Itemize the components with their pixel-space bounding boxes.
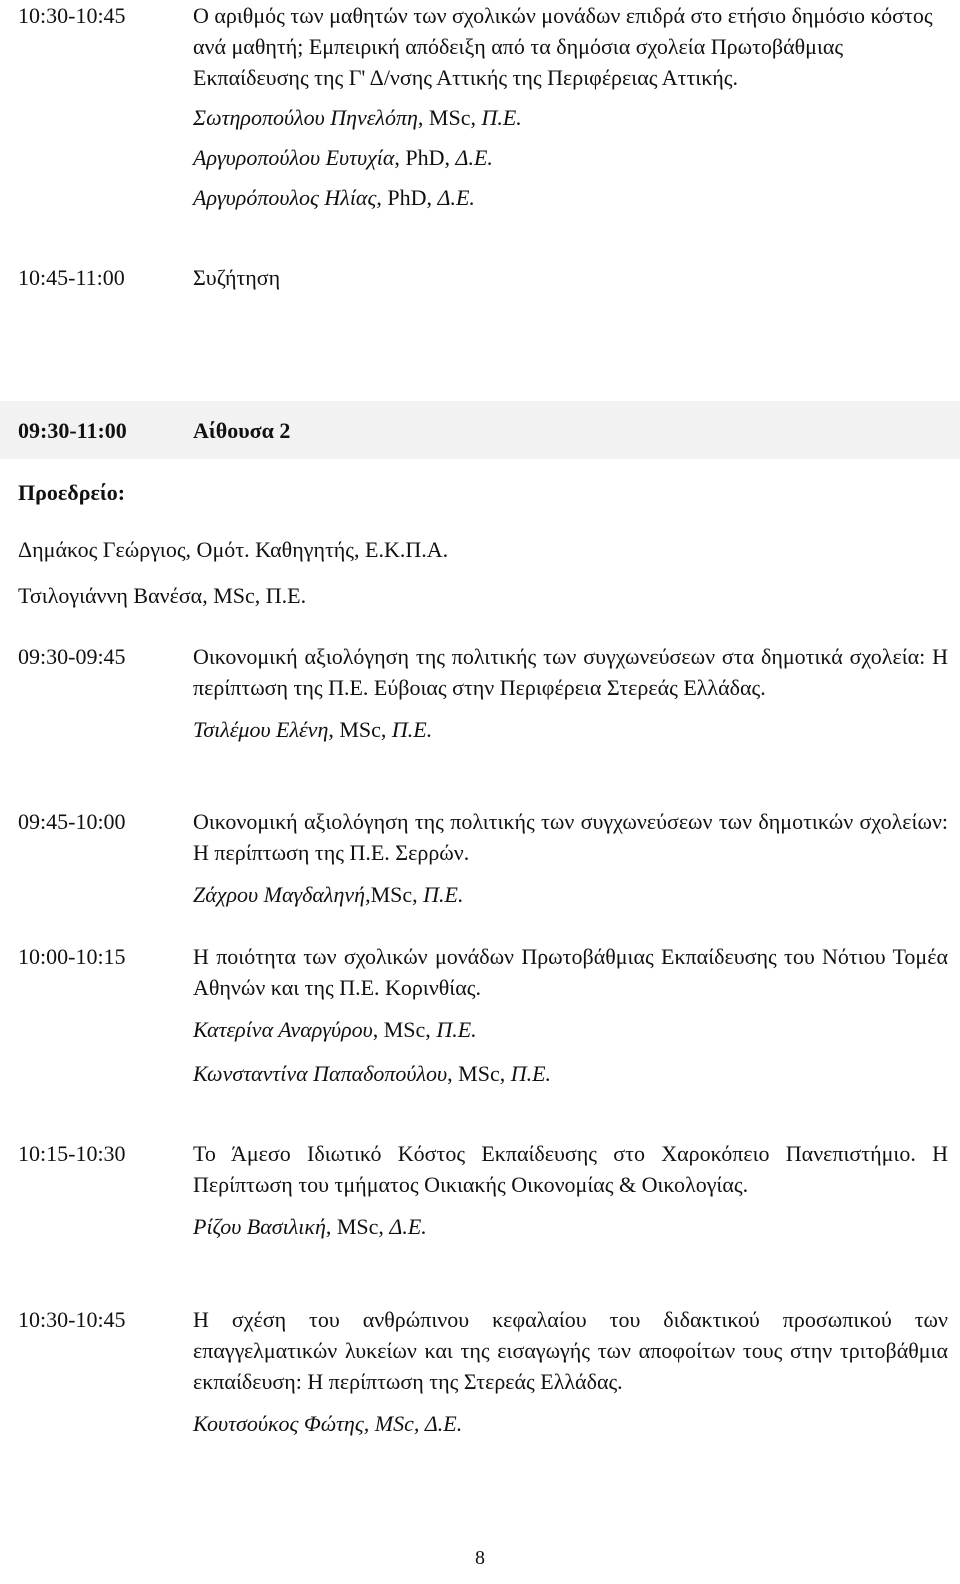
author-affiliation: Π.Ε. [481, 105, 522, 130]
author-degree: , MSc, [328, 717, 392, 742]
paper-title: Το Άμεσο Ιδιωτικό Κόστος Εκπαίδευσης στο Χαροκόπειο Πανεπιστήμιο. Η Περίπτωση του τμήματος Οικιακής Οικονομίας & Οικολογίας. [193, 1141, 948, 1197]
author-affiliation: Π.Ε. [510, 1061, 552, 1086]
program-entry [0, 0, 960, 213]
presidium-member: Τσιλογιάννη Βανέσα, MSc, Π.Ε. [18, 583, 307, 608]
entry-content [193, 0, 960, 213]
program-entry [0, 806, 960, 910]
author-affiliation: Π.Ε. [423, 882, 464, 907]
author-name: Κατερίνα Αναργύρου [193, 1017, 373, 1042]
author-degree: , PhD, [394, 145, 456, 170]
time-slot: 10:00-10:15 [18, 944, 126, 969]
time-slot: 09:45-10:00 [18, 809, 126, 834]
program-entry [0, 1304, 960, 1439]
paper-title: Η ποιότητα των σχολικών μονάδων Πρωτοβάθμιας Εκπαίδευσης του Νότιου Τομέα Αθηνών και της Π.Ε. Κορινθίας. [193, 944, 948, 1000]
program-entry [0, 941, 960, 1089]
entry-content [193, 1304, 960, 1439]
author-degree: , PhD, [376, 185, 438, 210]
author-line [193, 1058, 948, 1089]
entry-content [193, 806, 960, 910]
time-slot: 10:45-11:00 [18, 265, 125, 290]
author-line [193, 1408, 948, 1439]
entry-content [193, 1138, 960, 1242]
author-line [193, 142, 948, 173]
author-name: Ζάχρου Μαγδαληνή [193, 882, 366, 907]
session-header [0, 401, 960, 459]
author-line [193, 182, 948, 213]
author-degree: , MSc, [417, 105, 482, 130]
time-slot: 10:15-10:30 [18, 1141, 126, 1166]
time-slot: 10:30-10:45 [18, 1307, 126, 1332]
author-affiliation: Π.Ε. [391, 717, 433, 742]
session-time: 09:30-11:00 [18, 417, 127, 443]
author-degree: ,MSc, [365, 882, 424, 907]
paper-title: Οικονομική αξιολόγηση της πολιτικής των συγχωνεύσεων στα δημοτικά σχολεία: Η περίπτωση της Π.Ε. Εύβοιας στην Περιφέρεια Στερεάς Ελλάδας. [193, 644, 948, 700]
author-name: Ρίζου Βασιλική [193, 1214, 326, 1239]
presidium-heading: Προεδρείο: [18, 480, 126, 505]
author-degree: , MSc, [447, 1061, 511, 1086]
author-name: Κωνσταντίνα Παπαδοπούλου [193, 1061, 448, 1086]
author-degree: , MSc, [325, 1214, 390, 1239]
author-line [193, 879, 948, 910]
paper-title: Οικονομική αξιολόγηση της πολιτικής των συγχωνεύσεων των δημοτικών σχολείων: Η περίπτωση της Π.Ε. Σερρών. [193, 809, 948, 865]
author-affiliation: Δ.Ε. [389, 1214, 427, 1239]
page-number: 8 [475, 1547, 485, 1569]
author-name: Τσιλέμου Ελένη [193, 717, 329, 742]
author-line [193, 714, 948, 745]
discussion-label: Συζήτηση [193, 265, 281, 290]
author-name: Αργυροπούλου Ευτυχία [193, 145, 395, 170]
author-line [193, 1211, 948, 1242]
program-entry [0, 262, 960, 293]
entry-content [193, 941, 960, 1089]
paper-title: Ο αριθμός των μαθητών των σχολικών μονάδων επιδρά στο ετήσιο δημόσιο κόστος ανά μαθητή; Εμπειρική απόδειξη από τα δημόσια σχολεία Πρωτοβάθμιας Εκπαίδευσης της Γ' Δ/νσης Αττικής της Περιφέρειας Αττικής. [193, 3, 933, 90]
author-name: Σωτηροπούλου Πηνελόπη [193, 105, 418, 130]
program-entry [0, 1138, 960, 1242]
author-name: Αργυρόπουλος Ηλίας [193, 185, 377, 210]
author-line [193, 1014, 948, 1045]
program-entry [0, 641, 960, 745]
author-affiliation: Δ.Ε. [437, 185, 475, 210]
author-affiliation: Δ.Ε. [424, 1411, 463, 1436]
entry-content [193, 641, 960, 745]
session-room: Αίθουσα 2 [193, 417, 291, 443]
time-slot: 09:30-09:45 [18, 644, 126, 669]
author-line [193, 102, 948, 133]
author-affiliation: Δ.Ε. [455, 145, 493, 170]
presidium-member: Δημάκος Γεώργιος, Ομότ. Καθηγητής, Ε.Κ.Π.Α. [18, 537, 449, 562]
entry-content [193, 262, 960, 293]
author-affiliation: Π.Ε. [436, 1017, 477, 1042]
author-degree: , MSc, [372, 1017, 437, 1042]
time-slot: 10:30-10:45 [18, 3, 126, 28]
paper-title: Η σχέση του ανθρώπινου κεφαλαίου του διδακτικού προσωπικού των επαγγελματικών λυκείων και της εισαγωγής των αποφοίτων τους στην τριτοβάθμια εκπαίδευση: Η περίπτωση της Στερεάς Ελλάδας. [193, 1307, 948, 1394]
author-name: Κουτσούκος Φώτης, MSc, [193, 1411, 425, 1436]
